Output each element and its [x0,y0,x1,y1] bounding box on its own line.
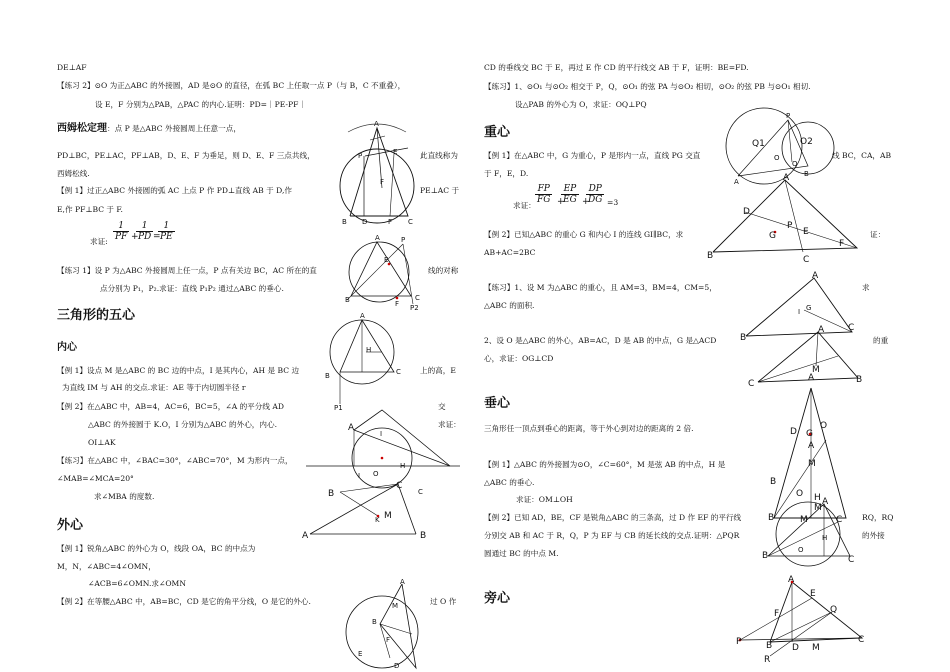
orthocenter-line: 圆通过 BC 的中点 M. [484,549,559,558]
svg-text:Q1: Q1 [752,139,765,149]
simson-title: 西姆松定理 [57,123,107,134]
incenter-line: △ABC 的外接圆于 K.O，I 分别为△ABC 的外心，内心. [88,420,277,429]
section-heading: 三角形的五心 [57,308,136,323]
svg-text:C: C [858,635,865,645]
incenter-line: OI⊥AK [88,438,116,447]
svg-text:C: C [836,515,843,525]
centroid-line: 【例 1】在△ABC 中，G 为重心，P 是形内一点，直线 PG 交直 [484,151,701,160]
svg-text:B: B [804,170,809,178]
svg-text:G: G [806,304,812,312]
orthocenter-line: RQ，RQ [862,513,894,522]
circumcenter-line: ∠ACB=6∠OMN.求∠OMN [88,579,186,588]
exercise-1-line: 点分别为 P₁，P₂.求证：直线 P₁P₂ 通过△ABC 的垂心. [100,284,284,293]
incenter-line: 【练习】在△ABC 中，∠BAC=30°，∠ABC=70°，M 为形内一点， [57,456,293,465]
svg-text:G: G [806,429,813,439]
svg-text:D: D [790,427,797,437]
svg-text:D: D [362,218,368,226]
orthocenter-line: 分别交 AB 和 AC 于 R，Q，P 为 EF 与 CB 的延长线的交点.证明：△PQR [484,531,740,540]
svg-text:A: A [374,120,379,128]
centroid-line: 【练习】1、设 M 为△ABC 的重心，且 AM=3，BM=4，CM=5， [484,283,717,292]
svg-text:P2: P2 [410,304,419,312]
svg-text:P1: P1 [334,404,343,412]
svg-text:P: P [401,236,406,244]
svg-text:P: P [736,637,742,647]
svg-text:M: M [800,515,808,525]
svg-text:B: B [325,372,330,380]
incenter-line: 上的高，E [420,366,456,375]
orthocenter-line: 【例 2】已知 AD，BE，CF 是锐角△ABC 的三条高，过 D 作 EF 的平行线 [484,513,742,522]
centroid-line: AB+AC=2BC [484,248,536,257]
svg-text:M: M [814,503,822,513]
fraction: $\frac{DP}{DG}$ [588,184,603,205]
svg-text:C: C [408,218,413,226]
text-line: DE⊥AF [57,63,87,72]
orthocenter-figure [736,576,866,666]
svg-text:A: A [734,178,739,186]
incenter-line: ∠MAB=∠MCA=20° [57,474,134,483]
incenter-line: 交 [438,402,446,411]
svg-text:Q: Q [792,160,798,168]
incenter-line: 求证： [438,420,461,429]
svg-text:B: B [328,489,335,499]
centroid-line: 【例 2】已知△ABC 的重心 G 和内心 I 的连线 GI∥BC，求 [484,230,684,239]
svg-text:K: K [375,516,380,524]
exercise-2-line: 设 E，F 分别为△PAB，△PAC 的内心.证明：PD=｜PE-PF｜ [95,100,306,109]
example-1-line: E,作 PF⊥BC 于 F. [57,205,123,214]
circumcenter-line: M，N，∠ABC=4∠OMN， [57,562,156,571]
svg-text:F: F [774,609,780,619]
svg-text:M: M [384,511,392,521]
centroid-line: 的重 [873,336,889,345]
simson-line: PD⊥BC，PE⊥AC，PF⊥AB，D、E、F 为垂足，则 D、E、F 三点共线， [57,151,315,160]
fraction: $\frac{EP}{EG}$ [563,184,577,205]
svg-text:P: P [786,112,791,120]
orthocenter-line: △ABC 的垂心. [484,478,535,487]
svg-text:B: B [420,531,427,541]
svg-text:B: B [372,618,377,626]
centroid-line: 2、设 O 是△ABC 的外心，AB=AC，D 是 AB 的中点，G 是△ACD [484,336,717,345]
svg-text:I: I [358,472,361,480]
svg-text:C: C [396,368,401,376]
svg-text:A: A [348,423,355,433]
svg-text:C: C [415,294,420,302]
centroid-line: 心，求证：OG⊥CD [484,354,554,363]
section-heading: 垂心 [484,396,511,411]
prove-label: 求证： [513,201,536,210]
svg-text:A: A [783,173,790,183]
centroid-line: △ABC 的面积. [484,301,535,310]
simson-intro: ：点 P 是△ABC 外接圆周上任意一点， [107,124,241,133]
svg-text:M: M [392,602,399,610]
svg-text:D: D [743,207,750,217]
svg-text:C: C [418,488,423,496]
svg-text:B: B [740,333,747,343]
svg-text:A: A [808,441,815,451]
svg-text:C: C [748,379,755,389]
svg-text:E: E [803,227,809,237]
exercise-1-line: 线的对称 [428,266,459,275]
svg-text:P: P [787,221,793,231]
svg-text:I: I [380,430,383,438]
orthocenter-figure [760,492,860,567]
svg-text:C: C [848,555,855,565]
equals-three: =3 [607,198,619,207]
svg-text:O: O [373,470,379,478]
orthocenter-line: 三角形任一顶点到垂心的距离，等于外心到对边的距离的 2 倍. [484,424,694,433]
centroid-line: 于 F，E，D. [484,169,529,178]
prove-label: 求证: [90,237,108,246]
svg-text:A: A [788,575,795,585]
svg-text:O: O [796,489,804,499]
svg-text:A: A [360,312,365,320]
triangle-figure [300,406,465,546]
svg-text:F: F [388,218,393,226]
svg-text:A: A [812,271,819,281]
incenter-line: 【例 1】设点 M 是△ABC 的 BC 边的中点，I 是其内心，AH 是 BC 边 [57,366,300,375]
svg-text:B: B [707,251,714,261]
svg-text:E: E [358,650,363,658]
centroid-line: 证： [870,230,886,239]
example-1-line: PE⊥AC 于 [420,186,460,195]
svg-text:R: R [764,655,771,665]
svg-text:A: A [375,234,380,242]
svg-text:H: H [822,534,828,542]
svg-text:M: M [812,365,820,375]
centroid-line: 线 BC，CA，AB [832,151,892,160]
svg-text:F: F [380,178,385,186]
svg-text:B: B [762,551,769,561]
exercise-figure [337,234,422,314]
exercise-2-line: 【练习 2】⊙O 为正△ABC 的外接圆，AD 是⊙O 的直径，在弧 BC 上任取一点 P（与 B，C 不重叠）， [57,81,406,90]
simson-heading [57,123,241,134]
orthocenter-line: 的外接 [862,531,885,540]
svg-text:O: O [798,546,804,554]
svg-text:A: A [400,578,405,586]
simson-line: 西姆松线. [57,169,90,178]
subsection-heading: 内心 [57,342,77,353]
svg-text:G: G [769,231,776,241]
exercise-line: 【练习】1、⊙O₁ 与⊙O₂ 相交于 P，Q，⊙O₁ 的弦 PA 与⊙O₂ 相切，⊙O₂ 的弦 PB 与⊙O₁ 相切. [484,82,811,91]
circumcenter-figure [340,578,430,672]
example-1-line: 【例 1】过正△ABC 外接圆的弧 AC 上点 P 作 PD⊥直线 AB 于 D,作 [57,186,292,195]
simson-figure [330,118,420,228]
svg-text:C: C [848,323,855,333]
fraction: $\frac{1}{PD}$ [138,221,152,242]
svg-text:M: M [808,459,816,469]
svg-text:B: B [766,641,773,651]
svg-text:I: I [798,308,801,316]
svg-text:E: E [393,148,398,156]
simson-line: 此直线称为 [420,151,458,160]
svg-text:H: H [814,493,821,503]
svg-text:B: B [342,218,347,226]
svg-text:B: B [856,375,863,385]
circumcenter-line: 过 O 作 [430,597,457,606]
fraction: $\frac{1}{PF}$ [115,221,128,242]
section-heading: 重心 [484,125,511,140]
svg-text:F: F [395,300,400,308]
svg-text:A: A [808,373,815,383]
section-heading: 旁心 [484,591,511,606]
svg-text:C: C [396,481,403,491]
svg-text:F: F [839,239,845,249]
section-heading: 外心 [57,518,84,533]
svg-text:D: D [394,662,400,670]
orthocenter-line: 求证：OM⊥OH [516,495,573,504]
svg-text:M: M [812,643,820,653]
svg-text:H: H [400,462,406,470]
exercise-1-line: 【练习 1】设 P 为△ABC 外接圆周上任一点，P 点有关边 BC，AC 所在的直 [57,266,317,275]
svg-text:E: E [384,256,389,264]
circumcenter-line: 【例 1】锐角△ABC 的外心为 O，线段 OA，BC 的中点为 [57,544,256,553]
svg-text:B: B [770,477,777,487]
centroid-figure [705,172,865,264]
svg-text:A: A [302,531,309,541]
incenter-line: 【例 2】在△ABC 中，AB=4，AC=6，BC=5，∠A 的平分线 AD [57,402,284,411]
svg-text:O2: O2 [800,137,813,147]
svg-text:B: B [345,296,350,304]
circumcenter-line: 【例 2】在等腰△ABC 中，AB=BC，CD 是它的角平分线，O 是它的外心. [57,597,311,606]
svg-text:D: D [792,643,799,653]
text-line: CD 的垂线交 BC 于 E，再过 E 作 CD 的平行线交 AB 于 F，证明：BE=FD. [484,63,749,72]
centroid-line: 求 [862,283,870,292]
svg-text:C: C [803,255,810,265]
exercise-line: 设△PAB 的外心为 O，求证：OQ⊥PQ [515,100,647,109]
svg-text:Q: Q [830,605,838,615]
svg-text:A: A [818,325,825,335]
svg-text:E: E [810,589,816,599]
incenter-line: 为直线 IM 与 AH 的交点.求证：AE 等于内切圆半径 r [62,383,246,392]
svg-text:B: B [768,513,775,523]
fraction: $\frac{FP}{FG}$ [537,184,551,205]
incenter-line: 求∠MBA 的度数. [94,492,155,501]
fraction: $\frac{1}{PE}$ [160,221,173,242]
incenter-figure [322,312,402,412]
svg-text:O: O [774,154,780,162]
svg-text:P: P [358,152,363,160]
svg-text:H: H [366,346,372,354]
svg-text:A: A [822,497,829,507]
orthocenter-line: 【例 1】△ABC 的外接圆为⊙O，∠C=60°，M 是弦 AB 的中点，H 是 [484,460,726,469]
svg-text:F: F [386,636,391,644]
svg-text:O: O [820,421,828,431]
